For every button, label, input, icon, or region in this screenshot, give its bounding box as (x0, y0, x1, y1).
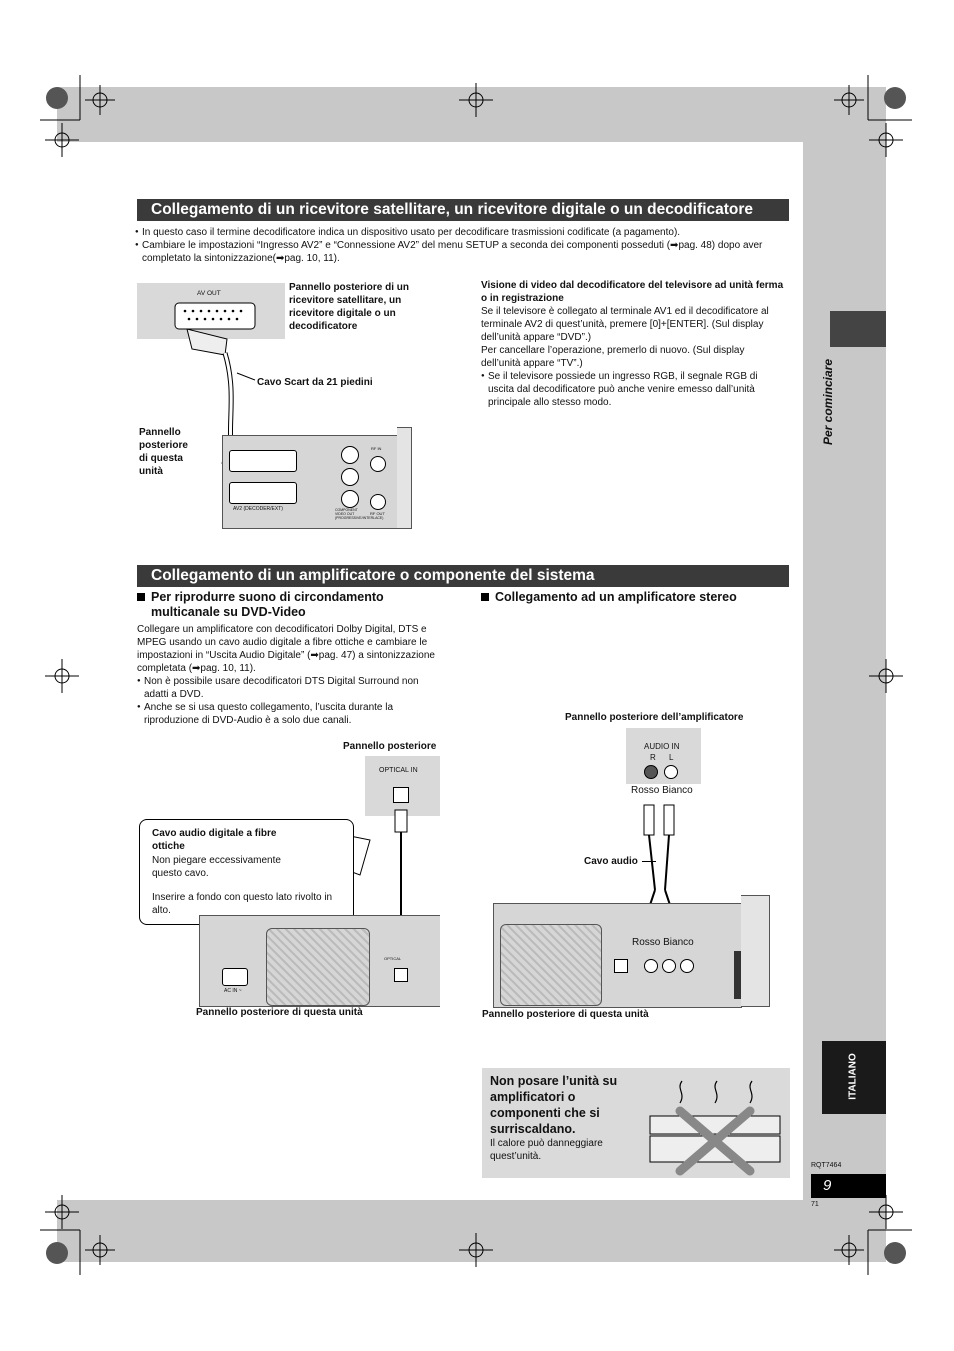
scart-cable-label: Cavo Scart da 21 piedini (257, 377, 373, 388)
bullet-1: ● In questo caso il termine decodificatore indica un dispositivo usato per decodificare trasmissioni codificate (a pagamento). (135, 226, 785, 239)
optical-in-label: OPTICAL IN (379, 767, 418, 774)
amp-rear-label: Pannello posteriore dell’amplificatore (565, 712, 744, 723)
rear-unit-label-1: Pannello posteriore di questa unità (139, 427, 188, 477)
page-number: 9 (823, 1177, 832, 1194)
callout-title: Cavo audio digitale a fibre ottiche (152, 828, 277, 852)
l-label: L (669, 753, 674, 762)
section1-title: Collegamento di un ricevitore satellitare, un ricevitore digitale o un decodificatore (137, 199, 789, 221)
av-out-label: AV OUT (197, 290, 221, 297)
av2-label: AV2 (DECODER/EXT) (233, 506, 283, 512)
ac-in-label: AC IN ~ (224, 988, 242, 994)
section-vertical-label: Per cominciare (821, 358, 835, 446)
section1-right (481, 279, 786, 409)
rf-out-label: RF OUT (370, 511, 385, 516)
square-bullet-icon (137, 593, 145, 601)
left-bullet-1: ● Non è possibile usare decodificatori DTS Digital Surround non adatti a DVD. (137, 675, 442, 701)
heat-warning-icon (640, 1071, 790, 1176)
right-heading: Collegamento ad un amplificatore stereo (495, 590, 737, 604)
language-tab (822, 1041, 886, 1114)
left-heading: Per riprodurre suono di circondamento multicanale su DVD-Video (151, 590, 384, 619)
warning-text: Il calore può danneggiare quest’unità. (490, 1138, 603, 1162)
callout-box (139, 819, 354, 925)
language-label: ITALIANO (847, 1053, 859, 1100)
unit-rear-panel-3 (493, 903, 742, 1008)
square-bullet-icon (481, 593, 489, 601)
optical-port-label: OPTICAL (384, 956, 402, 961)
audio-in-label: AUDIO IN (644, 742, 680, 751)
page-number-small: 71 (811, 1201, 819, 1208)
right-heading: Visione di video dal decodificatore del televisore ad unità ferma o in registrazione (481, 280, 784, 304)
section2-title: Collegamento di un amplificatore o componente del sistema (137, 565, 789, 587)
rosso-bianco-label-2: Rosso Bianco (632, 937, 694, 948)
rf-in-label: RF IN (371, 446, 382, 451)
rear-unit-label-2: Pannello posteriore di questa unità (196, 1007, 363, 1018)
unit-rear-panel-2 (199, 915, 440, 1007)
left-text: Collegare un amplificatore con decodificatori Dolby Digital, DTS e MPEG usando un cavo audio digitale a fibre ottiche e cambiare le impostazioni in “Uscita Audio Digitale” (➡pag. 47) a sintonizzazione completata (➡pag. 10, 11). (137, 624, 435, 674)
left-bullet-2: ● Anche se si usa questo collegamento, l’uscita durante la riproduzione di DVD-Audio è a solo due canali. (137, 701, 442, 727)
rear-panel-label: Pannello posteriore (343, 741, 437, 752)
warning-box (482, 1068, 790, 1178)
page-number-box (811, 1174, 886, 1198)
rosso-bianco-label-1: Rosso Bianco (631, 785, 693, 796)
bullet-2: ● Cambiare le impostazioni “Ingresso AV2” e “Connessione AV2” del menu SETUP a seconda dei componenti posseduti (➡pag. 48) dopo aver completato la sintonizzazione(➡pag. 10, 11). (135, 239, 785, 265)
r-label: R (650, 753, 656, 762)
warning-title: Non posare l’unità su amplificatori o componenti che si surriscaldano. (490, 1074, 618, 1136)
right-text: Se il televisore è collegato al terminale AV1 ed il decodificatore al terminale AV2 di quest’unità, premere [0]+[ENTER]. (Sul display dell’unità appare “DVD”.) (481, 306, 769, 343)
right-text2: Per cancellare l’operazione, premerlo di nuovo. (Sul display dell’unità appare “TV”.) (481, 345, 745, 369)
cavo-audio-label: Cavo audio (584, 856, 638, 867)
receiver-label: Pannello posteriore di un ricevitore satellitare, un ricevitore digitale o un decodificatore (289, 282, 410, 332)
section1-bullets (135, 226, 785, 265)
callout-text: Non piegare eccessivamente questo cavo. (152, 855, 281, 879)
section2-left (137, 590, 442, 727)
right-bullet: ● Se il televisore possiede un ingresso RGB, il segnale RGB di uscita dal decodificatore può anche venire emesso dall’unità principale allo stesso modo. (481, 370, 786, 409)
rear-unit-label-3: Pannello posteriore di questa unità (482, 1009, 649, 1020)
component-label: COMPONENT VIDEO OUT (PROGRESSIVE/INTERLACE) (335, 508, 384, 520)
callout-text2: Inserire a fondo con questo lato rivolto in alto. (152, 892, 333, 916)
section2-right-heading-wrap (481, 590, 737, 605)
unit-rear-panel-1 (222, 435, 399, 529)
model-number: RQT7464 (811, 1162, 842, 1169)
amp-panel (626, 728, 701, 784)
